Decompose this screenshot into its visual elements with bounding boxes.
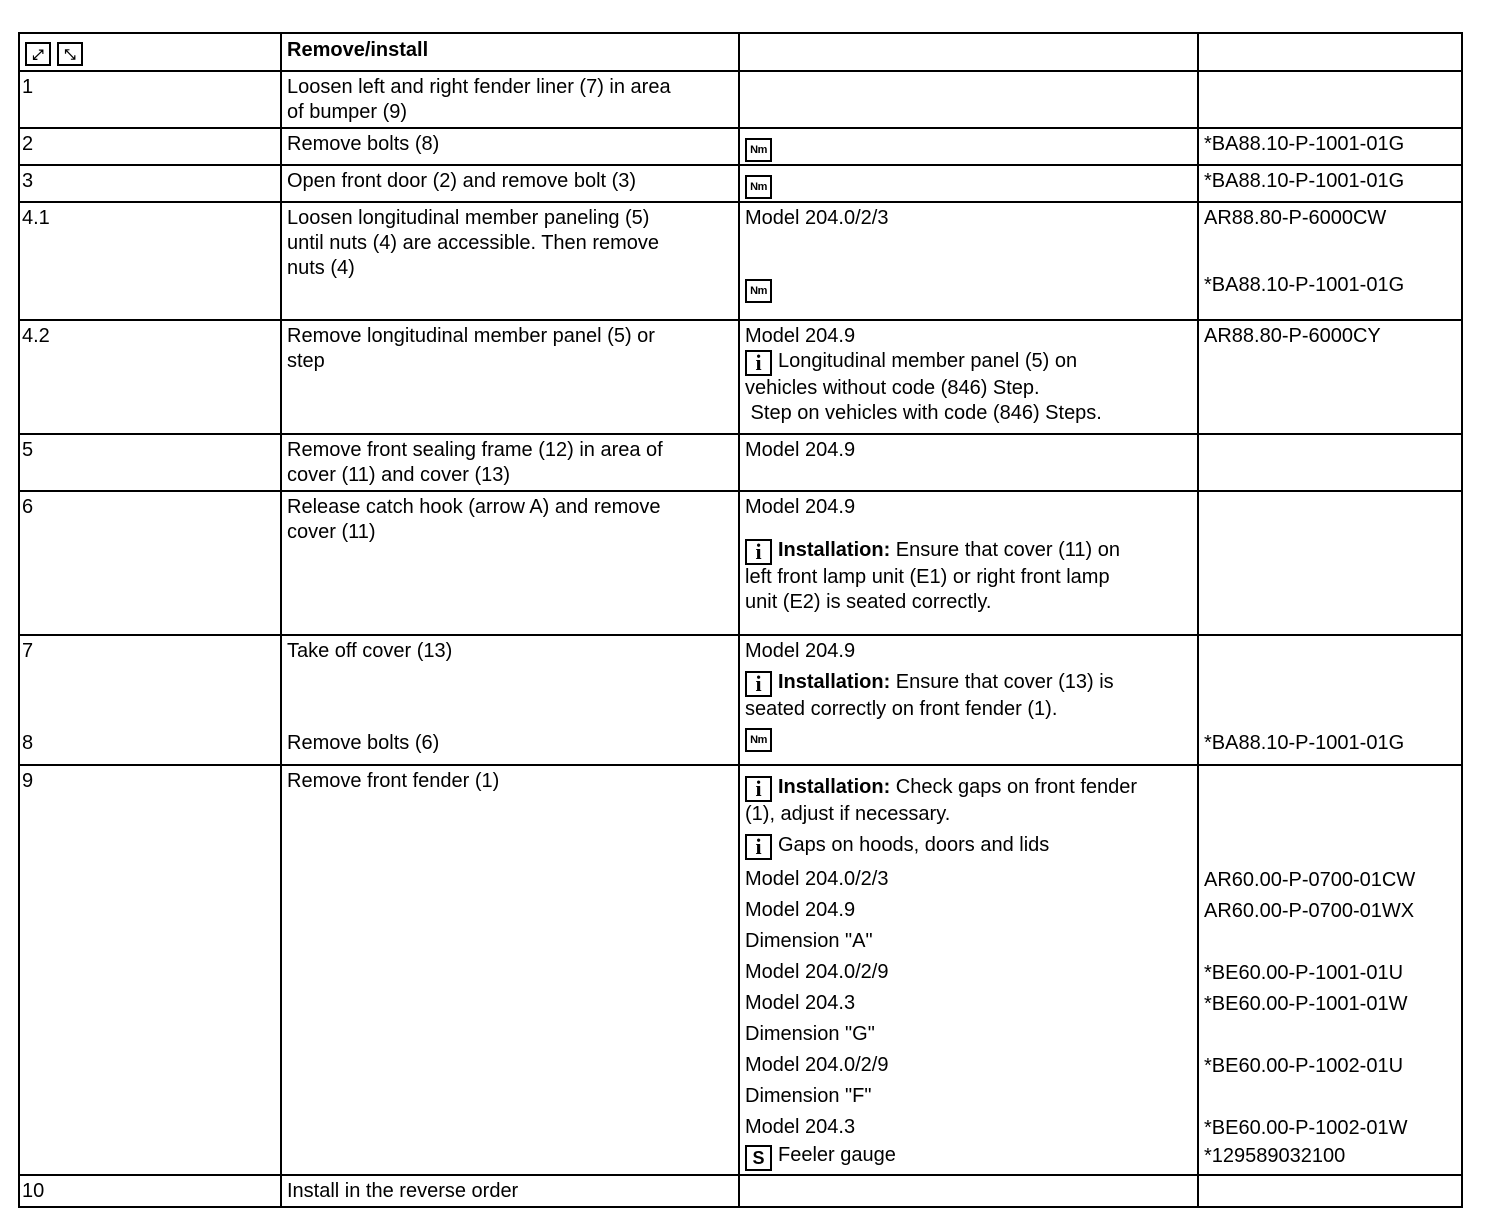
- model-text: Model 204.9: [745, 899, 856, 921]
- step-reference: [1198, 635, 1462, 765]
- info-icon[interactable]: i: [745, 350, 772, 376]
- reference-link: [1204, 1020, 1456, 1051]
- model-text: Model 204.9: [739, 434, 1198, 491]
- model-text: Model 204.0/2/9: [745, 961, 889, 983]
- info-icon[interactable]: i: [745, 671, 772, 697]
- step-number: 2: [19, 128, 281, 165]
- reference-link: [1204, 927, 1456, 958]
- step-reference: [1198, 202, 1462, 320]
- dimension-text: Dimension "G": [745, 1023, 875, 1045]
- reference-link[interactable]: *BA88.10-P-1001-01G: [1198, 128, 1462, 165]
- table-row: [19, 1175, 1462, 1207]
- action-text: cover (11): [287, 521, 376, 543]
- reference-link[interactable]: *BE60.00-P-1002-01W: [1204, 1117, 1408, 1139]
- step-notes: [739, 320, 1198, 434]
- step-reference: [1198, 491, 1462, 635]
- reference-link: [1204, 1082, 1456, 1113]
- torque-nm-icon[interactable]: Nm: [745, 728, 772, 752]
- model-text: Model 204.0/2/3: [745, 868, 889, 890]
- note-text: unit (E2) is seated correctly.: [745, 591, 992, 613]
- step-number: 6: [19, 491, 281, 635]
- header-empty-cell: [739, 33, 1198, 71]
- step-action: Install in the reverse order: [281, 1175, 739, 1207]
- step-notes: [739, 165, 1198, 202]
- step-number: 4.1: [19, 202, 281, 320]
- step-number: 4.2: [19, 320, 281, 434]
- info-note: i Installation: Check gaps on front fender: [745, 775, 1192, 802]
- step-notes: [739, 202, 1198, 320]
- info-note: i Installation: Ensure that cover (11) on: [745, 538, 1192, 565]
- action-text: Loosen left and right fender liner (7) in area: [287, 76, 671, 98]
- torque-nm-icon[interactable]: Nm: [745, 279, 772, 303]
- reference-link[interactable]: *BE60.00-P-1001-01U: [1204, 962, 1404, 984]
- step-action: [281, 434, 739, 491]
- table-header-row: [19, 33, 1462, 71]
- step-notes: [739, 491, 1198, 635]
- reference-link[interactable]: *BE60.00-P-1001-01W: [1204, 993, 1408, 1015]
- table-row: [19, 165, 1462, 202]
- table-row: [19, 765, 1462, 1175]
- step-reference: [1198, 71, 1462, 128]
- action-text: until nuts (4) are accessible. Then remove: [287, 232, 660, 254]
- table-row: [19, 320, 1462, 434]
- model-text: Model 204.3: [745, 1116, 856, 1138]
- note-text: left front lamp unit (E1) or right front lamp: [745, 566, 1110, 588]
- step-notes: [739, 71, 1198, 128]
- step-action: [281, 491, 739, 635]
- action-text: nuts (4): [287, 257, 355, 279]
- reference-link[interactable]: *BE60.00-P-1002-01U: [1204, 1055, 1404, 1077]
- expand-view-icon[interactable]: ⤢: [25, 42, 51, 66]
- step-number: 9: [19, 765, 281, 1175]
- model-text: Model 204.0/2/9: [745, 1054, 889, 1076]
- reference-link[interactable]: *BA88.10-P-1001-01G: [1204, 732, 1405, 754]
- step-action: [281, 202, 739, 320]
- action-text: Loosen longitudinal member paneling (5): [287, 207, 650, 229]
- info-icon[interactable]: i: [745, 834, 772, 860]
- reference-link[interactable]: AR60.00-P-0700-01WX: [1204, 900, 1415, 922]
- reference-link[interactable]: AR88.80-P-6000CY: [1198, 320, 1462, 434]
- step-action: [281, 71, 739, 128]
- action-text: cover (11) and cover (13): [287, 464, 511, 486]
- info-note: i Longitudinal member panel (5) on: [745, 349, 1192, 376]
- header-icons-cell: [19, 33, 281, 71]
- reference-link[interactable]: *BA88.10-P-1001-01G: [1204, 274, 1405, 296]
- reference-link[interactable]: AR88.80-P-6000CW: [1204, 207, 1387, 229]
- model-text: Model 204.9: [745, 496, 856, 518]
- note-text: Step on vehicles with code (846) Steps.: [745, 402, 1102, 424]
- info-icon[interactable]: i: [745, 539, 772, 565]
- action-text: Remove front sealing frame (12) in area of: [287, 439, 663, 461]
- info-note: i Gaps on hoods, doors and lids: [745, 833, 1192, 860]
- action-text: Release catch hook (arrow A) and remove: [287, 496, 661, 518]
- action-text: step: [287, 350, 325, 372]
- torque-nm-icon[interactable]: Nm: [745, 175, 772, 199]
- step-number: 1: [19, 71, 281, 128]
- tool-note: S Feeler gauge: [745, 1143, 1192, 1171]
- collapse-view-icon[interactable]: ⤡: [57, 42, 83, 66]
- note-text: vehicles without code (846) Step.: [745, 377, 1040, 399]
- header-empty-cell: [1198, 33, 1462, 71]
- procedure-table: [18, 32, 1463, 1208]
- action-text: Take off cover (13): [287, 640, 453, 662]
- model-text: Model 204.9: [745, 640, 856, 662]
- reference-link[interactable]: AR60.00-P-0700-01CW: [1204, 869, 1416, 891]
- note-text: (1), adjust if necessary.: [745, 803, 951, 825]
- step-number: 3: [19, 165, 281, 202]
- model-text: Model 204.9: [745, 325, 856, 347]
- note-text: seated correctly on front fender (1).: [745, 698, 1058, 720]
- model-text: Model 204.0/2/3: [745, 207, 889, 229]
- step-reference: [1198, 765, 1462, 1175]
- header-title: Remove/install: [281, 33, 739, 71]
- dimension-text: Dimension "F": [745, 1085, 872, 1107]
- step-number: 7 8: [19, 635, 281, 765]
- table-row: [19, 71, 1462, 128]
- reference-link[interactable]: *BA88.10-P-1001-01G: [1198, 165, 1462, 202]
- info-note: i Installation: Ensure that cover (13) is: [745, 670, 1192, 697]
- table-row: [19, 434, 1462, 491]
- action-text: Remove bolts (6): [287, 732, 440, 754]
- step-notes: [739, 1175, 1198, 1207]
- step-action: Remove front fender (1): [281, 765, 739, 1175]
- step-action: Open front door (2) and remove bolt (3): [281, 165, 739, 202]
- action-text: of bumper (9): [287, 101, 408, 123]
- step-reference: [1198, 1175, 1462, 1207]
- reference-link[interactable]: *129589032100: [1204, 1145, 1346, 1167]
- step-notes: [739, 128, 1198, 165]
- table-row: [19, 202, 1462, 320]
- info-icon[interactable]: i: [745, 776, 772, 802]
- step-action: [281, 320, 739, 434]
- step-number: 10: [19, 1175, 281, 1207]
- action-text: Remove longitudinal member panel (5) or: [287, 325, 655, 347]
- torque-nm-icon[interactable]: Nm: [745, 138, 772, 162]
- dimension-text: Dimension "A": [745, 930, 873, 952]
- step-number: 5: [19, 434, 281, 491]
- table-row: [19, 128, 1462, 165]
- step-action: [281, 635, 739, 765]
- model-text: Model 204.3: [745, 992, 856, 1014]
- step-notes: [739, 765, 1198, 1175]
- special-tool-icon[interactable]: S: [745, 1145, 772, 1171]
- table-row: [19, 491, 1462, 635]
- step-notes: [739, 635, 1198, 765]
- table-row: [19, 635, 1462, 765]
- step-action: Remove bolts (8): [281, 128, 739, 165]
- step-reference: [1198, 434, 1462, 491]
